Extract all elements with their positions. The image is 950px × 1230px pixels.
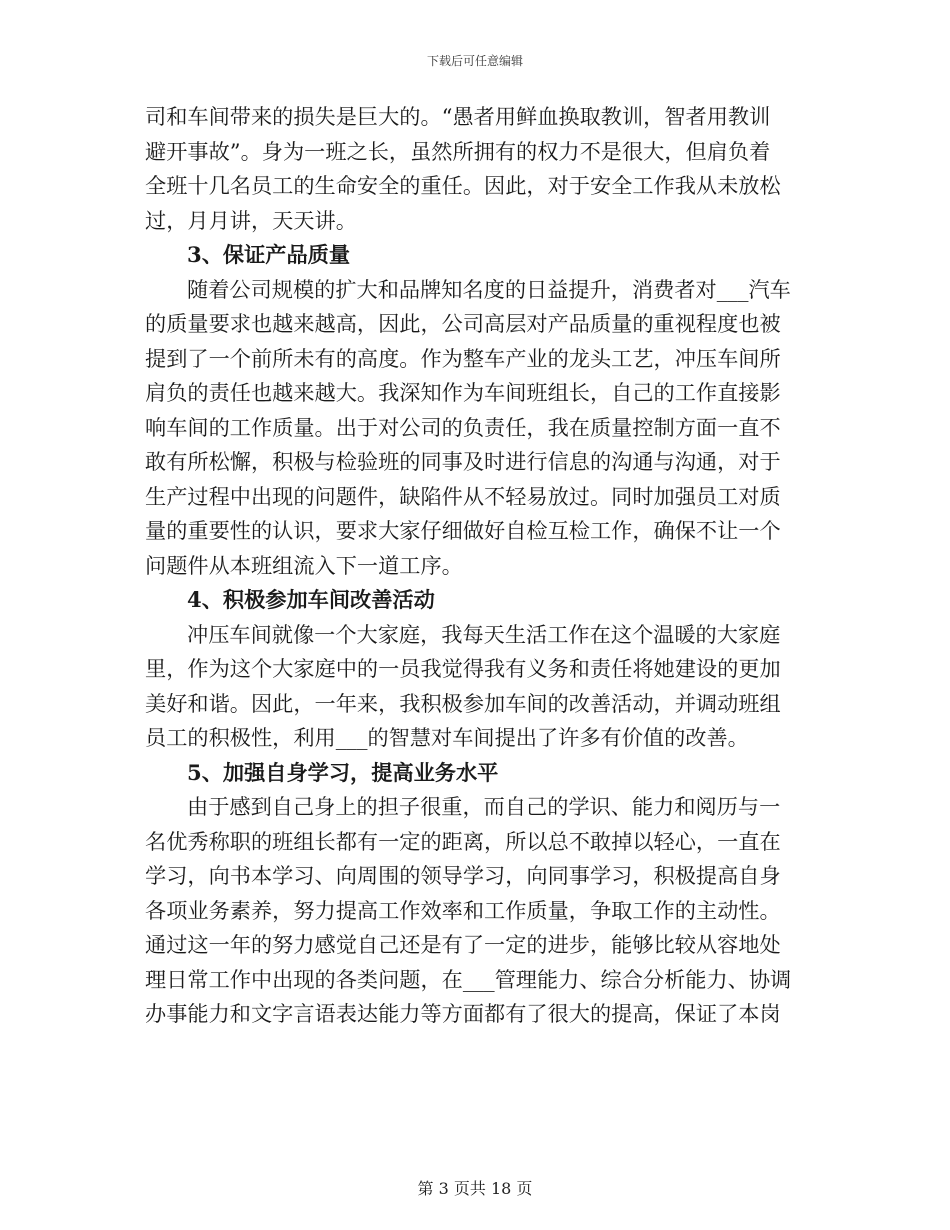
text-line: 量的重要性的认识，要求大家仔细做好自检互检工作，确保不让一个 [145,518,781,543]
section-heading: 3、保证产品质量 [187,242,351,267]
text-line: 理日常工作中出现的各类问题，在___管理能力、综合分析能力、协调 [145,966,792,992]
text-line: 冲压车间就像一个大家庭，我每天生活工作在这个温暖的大家庭 [187,621,781,647]
text-line: 肩负的责任也越来越大。我深知作为车间班组长，自己的工作直接影 [145,380,781,405]
page-number: 第 3 页共 18 页 [417,1179,533,1198]
section-heading: 5、加强自身学习，提高业务水平 [187,759,499,785]
text-line: 过，月月讲，天天讲。 [145,207,357,233]
text-line: 避开事故”。身为一班之长，虽然所拥有的权力不是很大，但肩负着 [145,138,771,164]
text-line: 美好和谐。因此，一年来，我积极参加车间的改善活动，并调动班组 [145,690,781,716]
text-line: 提到了一个前所未有的高度。作为整车产业的龙头工艺，冲压车间所 [145,345,781,371]
text-line: 司和车间带来的损失是巨大的。“愚者用鲜血换取教训，智者用教训 [145,104,771,129]
text-line: 学习，向书本学习、向周围的领导学习，向同事学习，积极提高自身 [145,863,781,888]
text-line: 通过这一年的努力感觉自己还是有了一定的进步，能够比较从容地处 [145,932,781,957]
text-line: 各项业务素养，努力提高工作效率和工作质量，争取工作的主动性。 [145,897,781,923]
text-line: 响车间的工作质量。出于对公司的负责任，我在质量控制方面一直不 [145,414,781,440]
text-line: 名优秀称职的班组长都有一定的距离，所以总不敢掉以轻心，一直在 [145,828,781,854]
text-line: 生产过程中出现的问题件，缺陷件从不轻易放过。同时加强员工对质 [145,483,781,509]
text-line: 员工的积极性，利用___的智慧对车间提出了许多有价值的改善。 [145,725,749,750]
text-line: 的质量要求也越来越高，因此，公司高层对产品质量的重视程度也被 [145,311,781,336]
page-header: 下载后可任意编辑 [426,54,523,68]
text-line: 由于感到自己身上的担子很重，而自己的学识、能力和阅历与一 [187,794,781,819]
text-line: 随着公司规模的扩大和品牌知名度的日益提升，消费者对___汽车 [187,276,791,302]
section-heading: 4、积极参加车间改善活动 [187,587,435,612]
text-line: 问题件从本班组流入下一道工序。 [145,552,463,578]
text-line: 全班十几名员工的生命安全的重任。因此，对于安全工作我从未放松 [145,173,781,198]
text-line: 敢有所松懈，积极与检验班的同事及时进行信息的沟通与沟通，对于 [145,449,781,474]
document-body [145,100,805,1032]
text-line: 里，作为这个大家庭中的一员我觉得我有义务和责任将她建设的更加 [145,656,781,681]
text-line: 办事能力和文字言语表达能力等方面都有了很大的提高，保证了本岗 [145,1001,781,1026]
